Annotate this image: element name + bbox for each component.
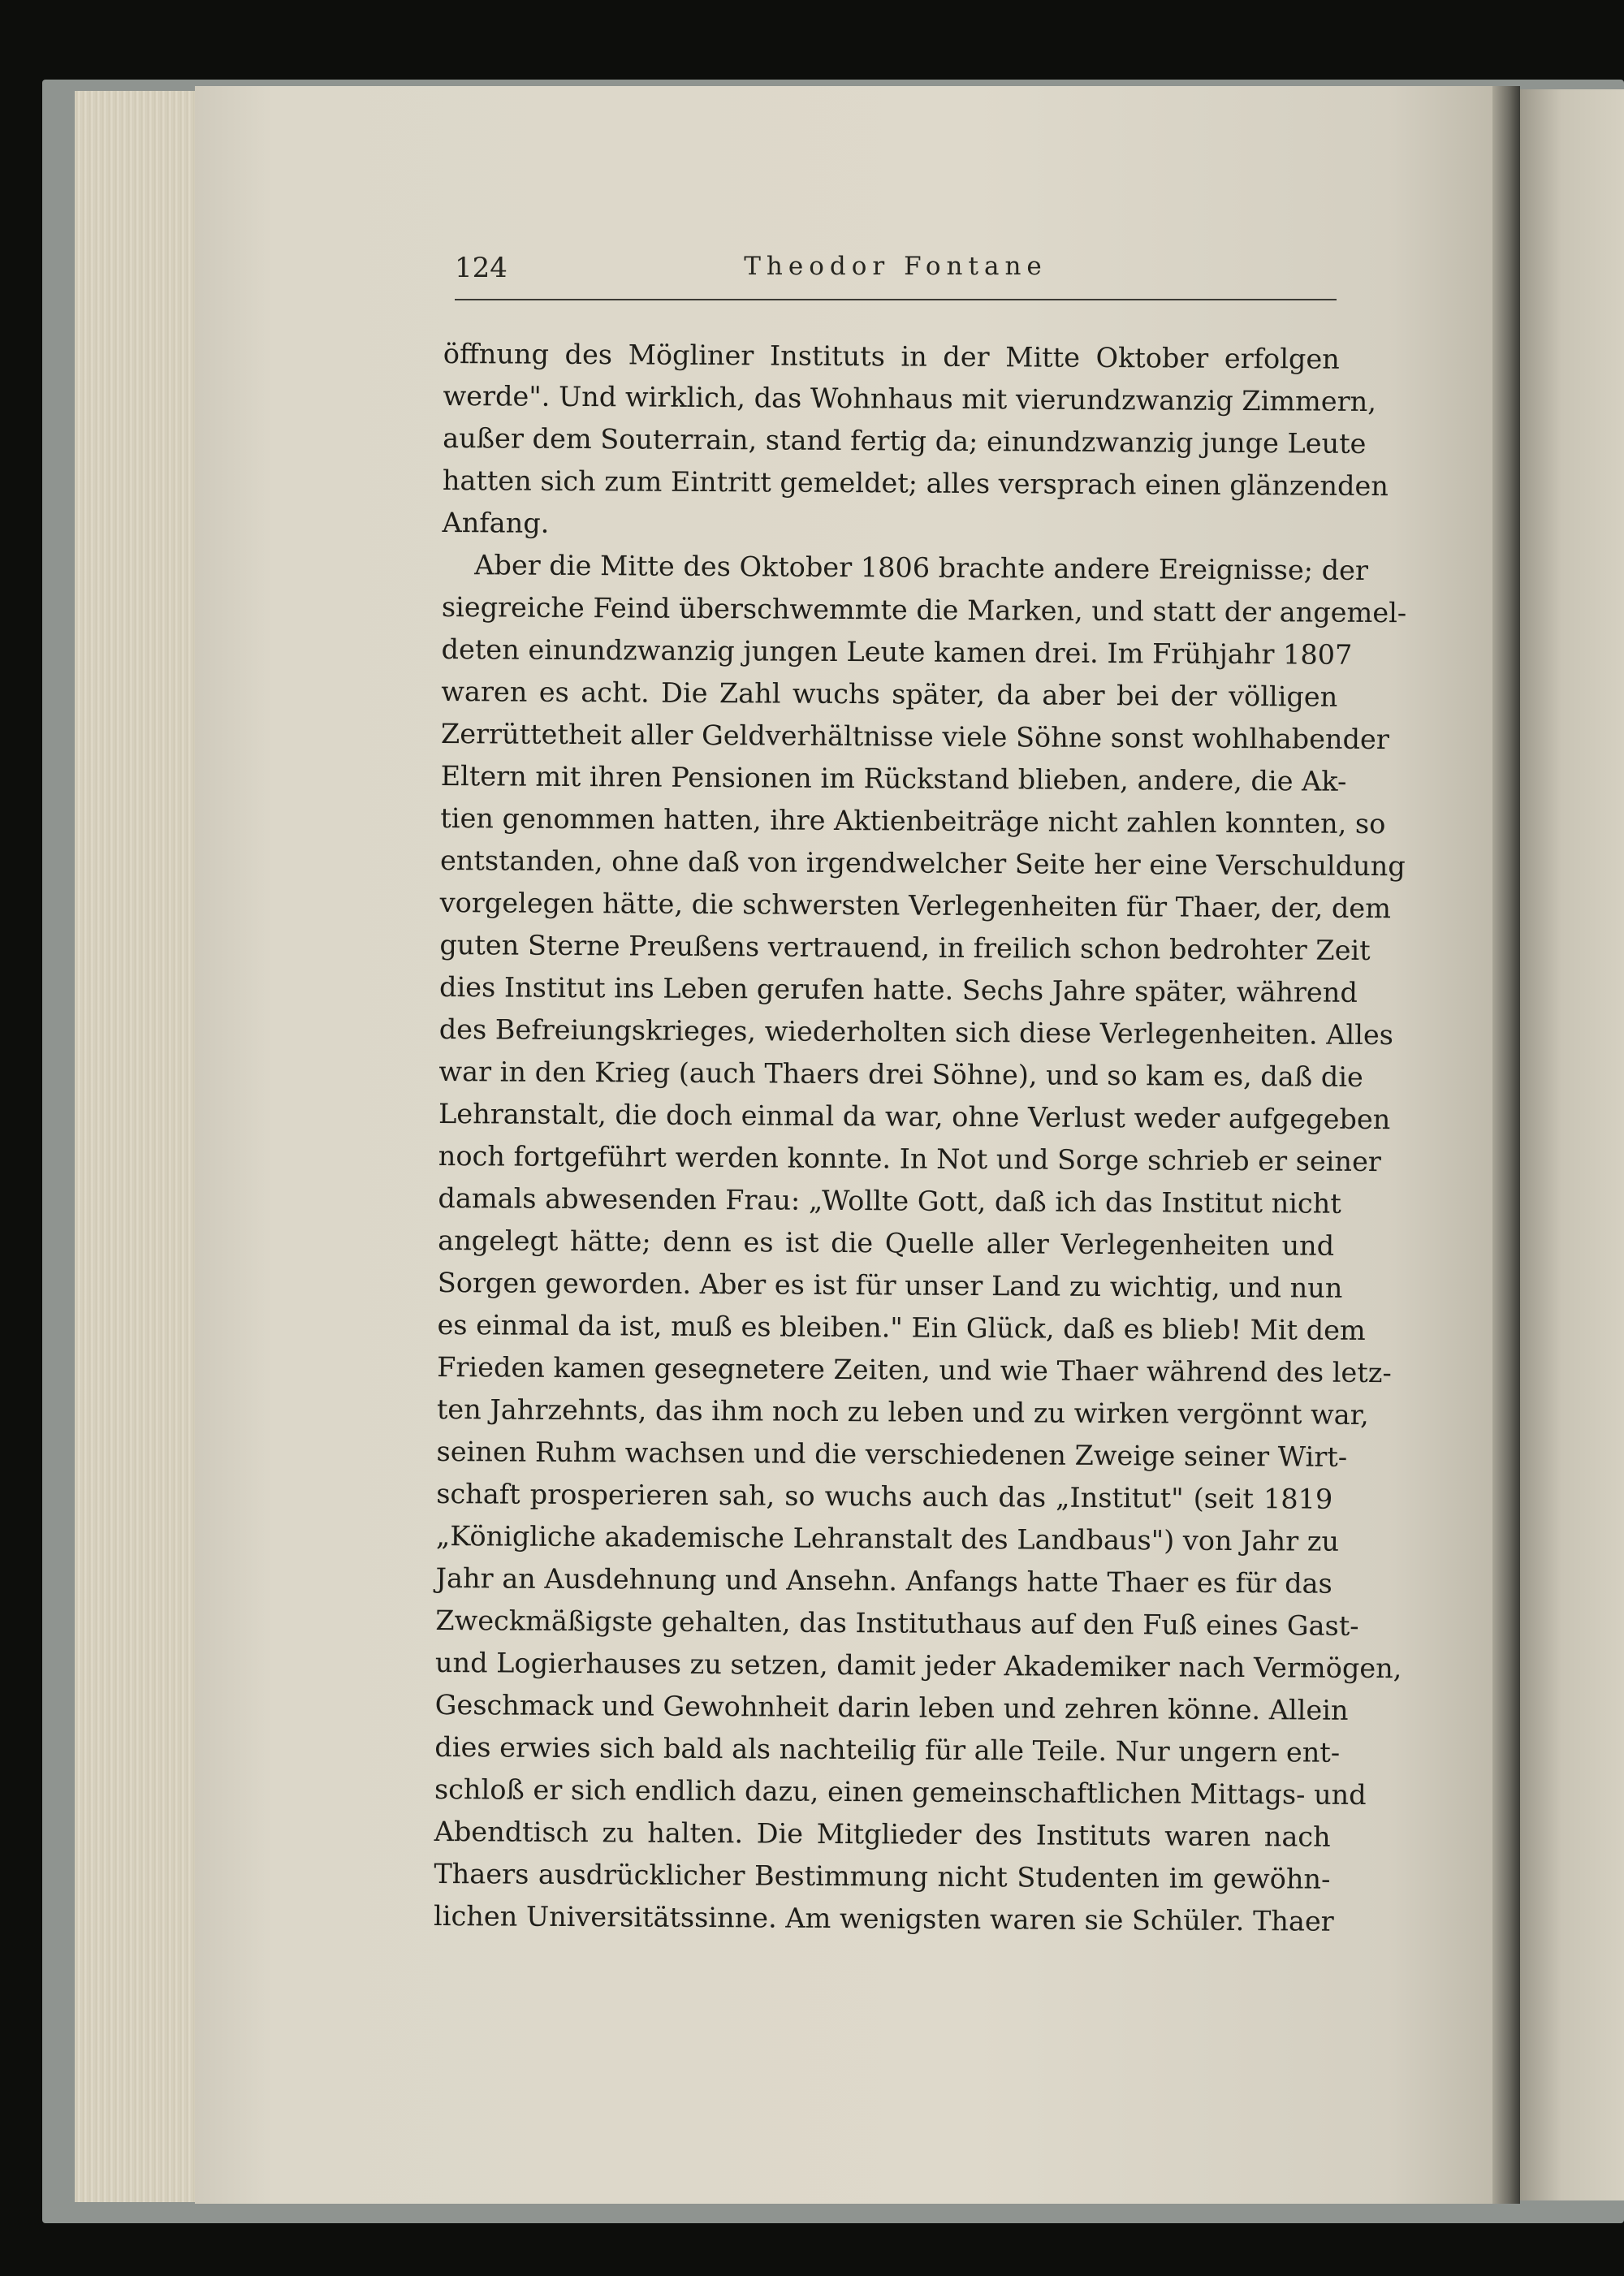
facing-page-edge [1520,89,1624,2200]
text-line: öffnung des Mögliner Instituts in der Mitte Oktober erfolgen [443,337,1340,375]
text-line: Zweckmäßigste gehalten, das Instituthaus auf den Fuß eines Gast- [435,1604,1359,1642]
text-line: schloß er sich endlich dazu, einen gemeinschaftlichen Mittags- und [434,1773,1367,1811]
text-line: und Logierhauses zu setzen, damit jeder Akademiker nach Vermögen, [434,1646,1402,1685]
text-line: Anfang. [442,506,550,539]
text-line: seinen Ruhm wachsen und die verschiedenen Zweige seiner Wirt- [436,1435,1348,1473]
text-line: vorgelegen hätte, die schwersten Verlegenheiten für Thaer, der, dem [439,886,1392,925]
text-line: damals abwesenden Frau: „Wollte Gott, daß ich das Institut nicht [438,1181,1341,1220]
text-line: Sorgen geworden. Aber es ist für unser Land zu wichtig, und nun [437,1266,1343,1304]
page-edges [75,91,197,2202]
book-gutter [1492,86,1520,2204]
text-line: des Befreiungskrieges, wiederholten sich diese Verlegenheiten. Alles [438,1013,1394,1052]
text-line: dies Institut ins Leben gerufen hatte. Sechs Jahre später, während [438,970,1358,1008]
page-header [455,250,1337,300]
text-line: tien genommen hatten, ihre Aktienbeiträge nicht zahlen konnten, so [440,801,1386,840]
text-line: dies erwies sich bald als nachteilig für alle Teile. Nur ungern ent- [434,1730,1341,1769]
text-line: hatten sich zum Eintritt gemeldet; alles versprach einen glänzenden [442,464,1389,503]
text-line: Jahr an Ausdehnung und Ansehn. Anfangs hatte Thaer es für das [435,1561,1332,1600]
text-line: lichen Universitätssinne. Am wenigsten waren sie Schüler. Thaer [433,1899,1334,1937]
text-line: Abendtisch zu halten. Die Mitglieder des Instituts waren nach [434,1815,1331,1853]
text-line: Thaers ausdrücklicher Bestimmung nicht Studenten im gewöhn- [434,1857,1331,1895]
text-line: Aber die Mitte des Oktober 1806 brachte andere Ereignisse; der [474,549,1369,586]
text-line: es einmal da ist, muß es bleiben." Ein Glück, daß es blieb! Mit dem [437,1308,1366,1346]
text-line: deten einundzwanzig jungen Leute kamen drei. Im Frühjahr 1807 [441,633,1353,671]
page-number: 124 [455,252,508,284]
text-line: waren es acht. Die Zahl wuchs später, da aber bei der völligen [441,675,1338,713]
text-line: außer dem Souterrain, stand fertig da; einundzwanzig junge Leute [443,421,1367,460]
body-text [433,333,1407,1943]
text-line: Lehranstalt, die doch einmal da war, ohne Verlust weder aufgegeben [438,1097,1391,1136]
text-line: entstanden, ohne daß von irgendwelcher Seite her eine Verschuldung [439,844,1406,883]
text-line: „Königliche akademische Lehranstalt des Landbaus") von Jahr zu [435,1519,1340,1557]
text-line: ten Jahrzehnts, das ihm noch zu leben und zu wirken vergönnt war, [436,1393,1369,1431]
text-line: Geschmack und Gewohnheit darin leben und zehren könne. Allein [434,1688,1349,1726]
text-line: angelegt hätte; denn es ist die Quelle aller Verlegenheiten und [438,1224,1335,1262]
text-line: war in den Krieg (auch Thaers drei Söhne), und so kam es, daß die [438,1055,1363,1093]
text-line: werde". Und wirklich, das Wohnhaus mit vierundzwanzig Zimmern, [443,379,1377,418]
running-title: Theodor Fontane [744,252,1047,281]
text-line: Frieden kamen gesegnetere Zeiten, und wie Thaer während des letz- [437,1350,1392,1389]
text-line: Eltern mit ihren Pensionen im Rückstand blieben, andere, die Ak- [440,759,1347,797]
text-line: Zerrüttetheit aller Geldverhältnisse viele Söhne sonst wohlhabender [440,717,1389,756]
text-line: noch fortgeführt werden konnte. In Not und Sorge schrieb er seiner [438,1139,1382,1178]
text-line: siegreiche Feind überschwemmte die Marken, und statt der angemel- [441,590,1407,629]
text-line: schaft prosperieren sah, so wuchs auch das „Institut" (seit 1819 [436,1477,1333,1515]
text-line: guten Sterne Preußens vertrauend, in freilich schon bedrohter Zeit [439,928,1371,966]
